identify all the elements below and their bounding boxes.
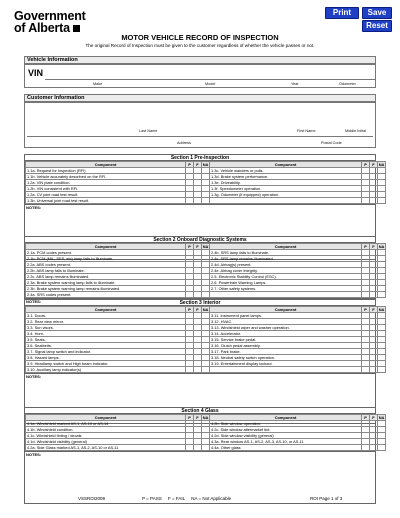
postal-code-label: Postal Code — [321, 141, 342, 145]
pass-checkbox[interactable] — [186, 445, 194, 451]
component-cell: 2.2a. ABS codes present. — [26, 262, 186, 268]
component-cell: 3.6. Seatbelts. — [26, 343, 186, 349]
component-cell: 2.3a. Brake system warning lamp fails to illuminate. — [26, 280, 186, 286]
vin-label: VIN — [28, 68, 44, 78]
fail-header: F — [194, 307, 202, 313]
component-cell: 2.6. Powertrain Warning Lamps. — [210, 280, 362, 286]
component-cell: 1.3b. Universal joint road test result. — [26, 198, 186, 204]
na-header: NA — [202, 162, 209, 167]
component-header: Component — [26, 162, 186, 168]
logo-line1: Government — [14, 9, 86, 23]
component-cell: 3.8. Hazard lamps. — [26, 355, 186, 361]
component-header: Component — [210, 307, 362, 313]
component-cell: 4.1d. Windshield visibility (general) — [26, 439, 186, 445]
pass-header: P — [362, 162, 370, 168]
component-cell: 2.4b. SRS lamp fails to illuminate. — [210, 250, 362, 256]
na-checkbox — [378, 367, 386, 373]
table-row — [26, 445, 386, 451]
component-cell: 3.15. Service brake pedal. — [210, 337, 362, 343]
last-name-label: Last Name — [139, 129, 158, 133]
component-cell: 2.4c. SRS lamp remains illuminated. — [210, 256, 362, 262]
notes-label: NOTES: — [26, 452, 42, 457]
component-cell: 3.5. Seats. — [26, 337, 186, 343]
inspection-table — [25, 161, 386, 204]
na-checkbox[interactable] — [378, 445, 386, 451]
na-header: NA — [202, 307, 209, 312]
component-cell — [210, 292, 362, 298]
form-code: VSSROI2009 — [78, 496, 106, 501]
component-cell: 4.2b. Side window operation. — [210, 421, 362, 427]
middle-initial-label: Middle Initial — [345, 129, 367, 133]
section-3-interior — [24, 299, 385, 424]
component-cell: 3.18. Neutral safety switch operation. — [210, 355, 362, 361]
component-header: Component — [210, 162, 362, 168]
vin-field[interactable] — [45, 79, 375, 80]
na-checkbox[interactable] — [202, 445, 210, 451]
component-cell: 3.1. Doors. — [26, 313, 186, 319]
component-cell: 4.1c. Windshield tinting / decals — [26, 433, 186, 439]
na-header: NA — [378, 162, 385, 167]
component-cell: 4.1a. Windshield marked AS-1, AS-10 or AS-14 — [26, 421, 186, 427]
component-cell: 2.2c. ABS lamp remains illuminated. — [26, 274, 186, 280]
notes-label: NOTES: — [26, 299, 42, 304]
na-checkbox — [378, 198, 386, 204]
component-header: Component — [26, 307, 186, 313]
logo-line2: of Alberta — [14, 21, 70, 35]
section-title: Section 4 Glass — [25, 408, 375, 414]
pass-header: P — [186, 307, 194, 313]
address-label: Address — [177, 141, 191, 145]
component-cell: 4.3a. Rear window AS-1, AS-2, AS-3, AS-10, or AS-11 — [210, 439, 362, 445]
component-cell: 3.9. Headlamp switch and High beam indicator. — [26, 361, 186, 367]
vehicle-info-box — [24, 64, 376, 88]
component-cell: 2.4a. SRS codes present. — [26, 292, 186, 298]
logo-square-icon — [73, 25, 80, 32]
component-cell: 2.1b. PCM (MIL, SES, etc) lamp fails to illuminate. — [26, 256, 186, 262]
reset-button[interactable]: Reset — [362, 20, 392, 32]
fail-checkbox — [370, 198, 378, 204]
component-header: Component — [26, 244, 186, 250]
component-cell: 1.2a. VIN plate condition. — [26, 180, 186, 186]
component-cell: 2.2b. ABS lamp fails to illuminate. — [26, 268, 186, 274]
notes-label: NOTES: — [26, 205, 42, 210]
vehicle-info-heading: Vehicle Information — [24, 56, 376, 64]
fail-header: F — [370, 415, 378, 421]
pass-header: P — [362, 244, 370, 250]
component-cell: 4.2d. Side window visibility (general) — [210, 433, 362, 439]
customer-info-box — [24, 102, 376, 148]
make-label: Make — [93, 82, 103, 86]
component-header: Component — [26, 415, 186, 421]
component-cell: 4.4a. Other glass — [210, 445, 362, 451]
pass-header: P — [186, 162, 194, 168]
inspection-table — [25, 306, 386, 373]
component-cell: 2.5. Electronic Stability Control (ESC). — [210, 274, 362, 280]
component-cell: 4.2a. Side Glass marked AS-1, AS-2, AS-10 or AS-11 — [26, 445, 186, 451]
pass-header: P — [186, 244, 194, 250]
table-row — [26, 367, 386, 373]
inspection-table — [25, 414, 386, 451]
pass-checkbox[interactable] — [362, 445, 370, 451]
component-cell: 3.19. Entertainment display lockout. — [210, 361, 362, 367]
component-cell: 1.2b. VIN consistent with RFI. — [26, 186, 186, 192]
fail-checkbox — [370, 367, 378, 373]
pass-header: P — [362, 415, 370, 421]
page-number: ROI Page 1 of 3 — [310, 496, 343, 501]
pass-checkbox — [362, 367, 370, 373]
component-cell: 3.13. Windshield wiper and washer operation. — [210, 325, 362, 331]
form-subtitle: The original Record of Inspection must be given to the customer regardless of whether the vehicle passes or not. — [85, 43, 315, 48]
legend: P = PASS F = FAIL NA = Not Applicable — [142, 496, 232, 501]
component-cell: 1.3e. Driveability. — [210, 180, 362, 186]
component-cell — [210, 367, 362, 373]
component-cell: 2.7. Other safety systems. — [210, 286, 362, 292]
component-cell: 1.3f. Speedometer operation. — [210, 186, 362, 192]
component-cell: 3.12. HVAC. — [210, 319, 362, 325]
na-checkbox[interactable] — [202, 198, 210, 204]
na-header: NA — [202, 244, 209, 249]
component-cell: 3.16. Clutch pedal assembly. — [210, 343, 362, 349]
fail-checkbox — [370, 292, 378, 298]
fail-checkbox[interactable] — [370, 445, 378, 451]
component-cell: 3.11. Instrument panel lamps. — [210, 313, 362, 319]
model-label: Model — [205, 82, 216, 86]
na-header: NA — [202, 415, 209, 420]
component-cell: 4.2c. Side window aftermarket tint. — [210, 427, 362, 433]
component-cell: 4.1b. Windshield condition. — [26, 427, 186, 433]
na-checkbox[interactable] — [202, 367, 210, 373]
table-row — [26, 292, 386, 298]
component-cell: 2.4d. Airbag(s) present. — [210, 262, 362, 268]
fail-header: F — [370, 307, 378, 313]
component-cell: 1.3c. Vehicle wanders or pulls. — [210, 168, 362, 174]
pass-checkbox[interactable] — [186, 292, 194, 298]
save-button[interactable]: Save — [362, 7, 392, 19]
government-of-alberta-logo — [14, 10, 86, 34]
section-title: Section 2 Onboard Diagnostic Systems — [25, 237, 375, 243]
fail-header: F — [370, 162, 378, 168]
fail-checkbox[interactable] — [194, 292, 202, 298]
pass-checkbox[interactable] — [186, 198, 194, 204]
component-header: Component — [210, 415, 362, 421]
fail-header: F — [194, 244, 202, 250]
section-4-glass — [24, 407, 385, 504]
year-label: Year — [291, 82, 299, 86]
fail-checkbox[interactable] — [194, 367, 202, 373]
customer-info-heading: Customer Information — [24, 94, 376, 102]
component-cell: 1.1b. Vehicle accurately described on the RFI. — [26, 174, 186, 180]
pass-header: P — [186, 415, 194, 421]
component-header: Component — [210, 244, 362, 250]
na-checkbox — [378, 292, 386, 298]
pass-checkbox[interactable] — [186, 367, 194, 373]
fail-checkbox[interactable] — [194, 445, 202, 451]
inspection-table — [25, 243, 386, 298]
section-title: Section 1 Pre-Inspection — [25, 155, 375, 161]
fail-header: F — [370, 244, 378, 250]
first-name-label: First Name — [297, 129, 316, 133]
fail-checkbox[interactable] — [194, 198, 202, 204]
table-row — [26, 198, 386, 204]
na-header: NA — [378, 244, 385, 249]
component-cell: 3.3. Sun visors. — [26, 325, 186, 331]
form-title: MOTOR VEHICLE RECORD OF INSPECTION — [121, 33, 279, 42]
pass-header: P — [362, 307, 370, 313]
component-cell: 3.4. Horn. — [26, 331, 186, 337]
odometer-label: Odometer — [339, 82, 356, 86]
component-cell: 1.1a. Request for Inspection (RFI) — [26, 168, 186, 174]
na-checkbox[interactable] — [202, 292, 210, 298]
na-header: NA — [378, 415, 385, 420]
component-cell: 3.14. Accelerator. — [210, 331, 362, 337]
component-cell: 1.3g. Odometer (if equipped) operation. — [210, 192, 362, 198]
address-field[interactable] — [27, 136, 373, 137]
fail-header: F — [194, 162, 202, 168]
component-cell: 3.7. Signal lamp switch and indicator. — [26, 349, 186, 355]
fail-header: F — [194, 415, 202, 421]
pass-checkbox — [362, 198, 370, 204]
component-cell: 3.10. Auxiliary lamp indicator(s) — [26, 367, 186, 373]
component-cell: 2.4e. Airbag cover integrity. — [210, 268, 362, 274]
component-cell — [210, 198, 362, 204]
component-cell: 2.1a. PCM codes present. — [26, 250, 186, 256]
na-header: NA — [378, 307, 385, 312]
component-cell: 3.2. Rear view mirror. — [26, 319, 186, 325]
component-cell: 1.3d. Brake system performance. — [210, 174, 362, 180]
section-title: Section 3 Interior — [25, 300, 375, 306]
notes-label: NOTES: — [26, 374, 42, 379]
component-cell: 2.3b. Brake system warning lamp remains illuminated. — [26, 286, 186, 292]
print-button[interactable]: Print — [325, 7, 359, 19]
component-cell: 1.2a. CV joint road test result. — [26, 192, 186, 198]
pass-checkbox — [362, 292, 370, 298]
component-cell: 3.17. Park brake. — [210, 349, 362, 355]
